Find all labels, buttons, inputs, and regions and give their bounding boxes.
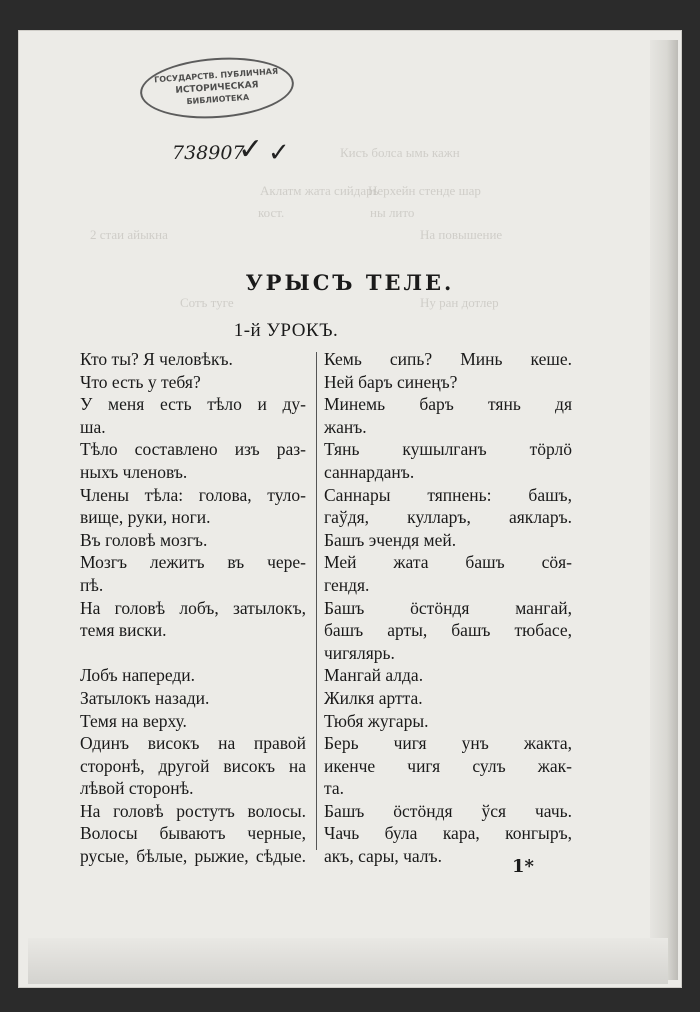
tatar-text-line: гендя. [324,574,370,595]
russian-text-line: Волосы бываютъ черные, [80,823,306,844]
tatar-text-line: Минемь баръ тянь дя [324,394,572,415]
russian-text-line: На головѣ ростутъ волосы. [80,800,306,821]
russian-text-line: пѣ. [80,574,104,595]
shelfmark-number: 738907 [172,142,245,164]
russian-column [80,348,306,868]
russian-text-line: Что есть у тебя? [80,371,201,392]
russian-text-line: лѣвой сторонѣ. [80,778,194,799]
tatar-text-line: Башъ эчендя мей. [324,529,457,550]
bleed-through-line: ны лито [370,205,415,220]
russian-text-line: Лобъ напереди. [80,665,196,686]
tatar-text-line: Башъ öстöндя мангай, [324,597,572,618]
tatar-text-line: Башъ öстöндя ўся чачь. [324,800,572,821]
tatar-text-line: чигялярь. [324,642,395,663]
bleed-through-line: 2 стаи айыкна [90,227,168,242]
tatar-text-line: Тянь кушылганъ тöрлö [324,439,572,460]
bleed-through-line: кост. [258,205,285,220]
tatar-text-line: та. [324,778,345,799]
tatar-text-line: Мангай алда. [324,665,424,686]
russian-text-line: У меня есть тѣло и ду- [80,394,306,415]
signature-mark: 1* [512,856,534,877]
tatar-text-line: Кемь сипь? Минь кеше. [324,349,572,369]
tatar-text-line: саннарданъ. [324,461,415,482]
russian-text-line [80,642,306,665]
tatar-text-line: Мей жата башъ сöя- [324,552,572,573]
tatar-text-line: Тюбя жугары. [324,710,429,731]
bleed-through-line: Кисъ болса ымь кажн [340,145,460,160]
tatar-text-line: Берь чигя унъ жакта, [324,733,572,754]
russian-text-line: Затылокъ назади. [80,687,210,708]
stamp-line: ИСТОРИЧЕСКАЯ [175,80,259,96]
russian-text-line: Въ головѣ мозгъ. [80,529,208,550]
tatar-text-line: гаўдя, кулларъ, аякларъ. [324,507,572,528]
bleed-through-line: На повышение [420,227,503,242]
tatar-text-line: акъ, сары, чалъ. [324,846,442,867]
tatar-text-line: Саннары тяпнень: башъ, [324,484,572,505]
page-edge [650,40,678,980]
russian-text-line: Члены тѣла: голова, туло- [80,484,306,505]
tatar-text-line: жанъ. [324,416,367,437]
tatar-text-line: Жилкя артта. [324,687,423,708]
russian-text-line: русые, бѣлые, рыжие, сѣдые. [80,846,306,867]
check-mark-icon: ✓ [268,138,290,168]
tatar-text-line: Ней баръ синеңъ? [324,371,458,392]
russian-text-line: Кто ты? Я человѣкъ. [80,349,233,369]
bleed-through-line: Ну ран дотлер [420,295,499,310]
lesson-heading: 1-й УРОКЪ. [233,320,339,341]
russian-text-line: темя виски. [80,620,167,641]
page-bottom-edge [28,938,668,984]
tatar-column [324,348,572,868]
stamp-line: БИБЛИОТЕКА [186,92,250,107]
tatar-text-line: Чачь була кара, конгыръ, [324,823,572,844]
russian-text-line: сторонѣ, другой високъ на [80,755,306,776]
tatar-text-line: башъ арты, башъ тюбасе, [324,620,572,641]
tatar-text-line: икенче чигя сулъ жак- [324,755,572,776]
stamp-line: ГОСУДАРСТВ. ПУБЛИЧНАЯ [153,66,279,85]
russian-text-line: ша. [80,416,106,437]
russian-text-line: Темя на верху. [80,710,187,731]
page-title: УРЫСЪ ТЕЛЕ. [245,270,455,295]
bleed-through-line: Аклатм жата сийдарь [260,183,379,198]
russian-text-line: Тѣло составлено изъ раз- [80,439,306,460]
russian-text-line: На головѣ лобъ, затылокъ, [80,597,306,618]
russian-text-line: Одинъ високъ на правой [80,733,306,754]
column-divider [316,352,317,850]
bleed-through-line: Нерхейн стенде шар [368,183,481,198]
russian-text-line: Мозгъ лежитъ въ чере- [80,552,306,573]
check-mark-icon: ✓ [238,132,264,167]
russian-text-line: ныхъ членовъ. [80,461,188,482]
bleed-through-line: Сотъ туге [180,295,234,310]
russian-text-line: вище, руки, ноги. [80,507,211,528]
